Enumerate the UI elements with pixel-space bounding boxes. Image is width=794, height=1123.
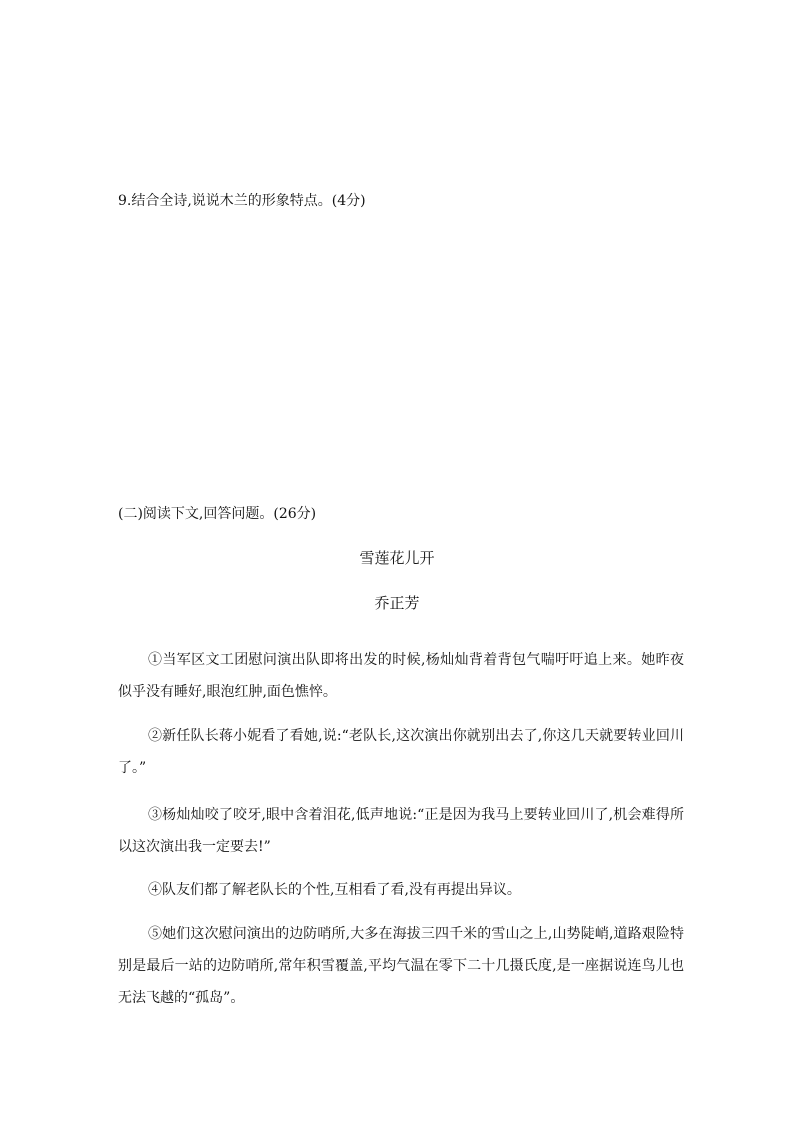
paragraph-4: ④队友们都了解老队长的个性,互相看了看,没有再提出异议。 (148, 882, 521, 898)
paragraph-1: ①当军区文工团慰问演出队即将出发的时候,杨灿灿背着背包气喘吁吁追上来。她昨夜似乎没有睡好,眼泡红肿,面色憔悴。 (118, 652, 684, 700)
article-title: 雪莲花儿开 (359, 549, 435, 567)
paragraph-2: ②新任队长蒋小妮看了看她,说:“老队长,这次演出你就别出去了,你这几天就要转业回川了。” (118, 728, 684, 776)
question-9: 9.结合全诗,说说木兰的形象特点。(4分) (118, 193, 366, 209)
article-author: 乔正芳 (374, 594, 420, 612)
section-heading: (二)阅读下文,回答问题。(26分) (118, 506, 317, 522)
paragraph-3: ③杨灿灿咬了咬牙,眼中含着泪花,低声地说:“正是因为我马上要转业回川了,机会难得所以这次演出我一定要去!” (118, 807, 684, 855)
paragraph-5: ⑤她们这次慰问演出的边防哨所,大多在海拔三四千米的雪山之上,山势陡峭,道路艰险特别是最后一站的边防哨所,常年积雪覆盖,平均气温在零下二十几摄氏度,是一座据说连鸟儿也无法飞越的“孤岛”。 (118, 926, 684, 1006)
